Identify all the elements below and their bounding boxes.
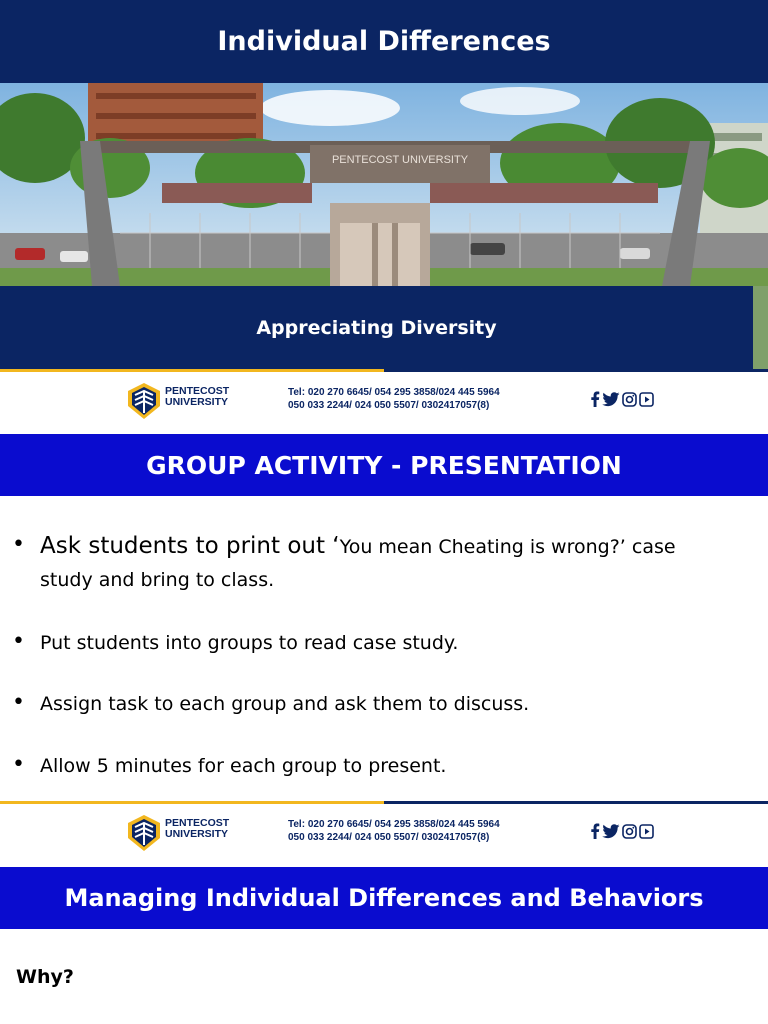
footer-rule-navy	[384, 801, 768, 804]
campus-gate-image	[0, 83, 768, 286]
tel-line-1: Tel: 020 270 6645/ 054 295 3858/024 445 5964	[288, 387, 500, 398]
bullet-dot: •	[12, 532, 25, 557]
tel-line-2: 050 033 2244/ 024 050 5507/ 0302417057(8)	[288, 832, 490, 843]
footer-rule-gold	[0, 801, 384, 804]
footer-rule-gold	[0, 369, 384, 372]
list-item	[12, 688, 732, 721]
bullet-text	[40, 530, 732, 597]
tel-line-2: 050 033 2244/ 024 050 5507/ 0302417057(8)	[288, 400, 490, 411]
brand-line-2: UNIVERSITY	[165, 828, 229, 840]
footer-phone-numbers	[288, 386, 500, 412]
bullet-text: Allow 5 minutes for each group to present.	[40, 755, 447, 777]
footer-phone-numbers	[288, 818, 500, 844]
bullet-dot: •	[12, 690, 25, 715]
bullet-lead-text: Ask students to print out ‘	[40, 533, 340, 559]
footer-rule-navy	[384, 369, 768, 372]
bullet-text: Assign task to each group and ask them to discuss.	[40, 693, 530, 715]
youtube-icon[interactable]	[639, 824, 654, 839]
list-item	[12, 627, 732, 660]
group-activity-heading: GROUP ACTIVITY - PRESENTATION	[0, 434, 768, 496]
brand-line-1: PENTECOST	[165, 817, 230, 829]
gate-sign-text: PENTECOST UNIVERSITY	[331, 154, 469, 166]
twitter-icon[interactable]	[602, 392, 620, 407]
image-edge-strip	[753, 286, 768, 369]
tel-line-1: Tel: 020 270 6645/ 054 295 3858/024 445 5964	[288, 819, 500, 830]
social-icons	[590, 391, 654, 407]
instagram-icon[interactable]	[622, 392, 637, 407]
contact-footer-1	[0, 369, 768, 431]
list-item	[12, 530, 732, 597]
managing-differences-heading: Managing Individual Differences and Behaviors	[0, 867, 768, 929]
bullet-case-study-text: You mean Cheating is wrong?’ case study and bring to class.	[40, 536, 676, 591]
pentecost-logo-icon	[126, 814, 162, 852]
twitter-icon[interactable]	[602, 824, 620, 839]
facebook-icon[interactable]	[590, 391, 600, 407]
social-icons	[590, 823, 654, 839]
bullet-dot: •	[12, 629, 25, 654]
facebook-icon[interactable]	[590, 823, 600, 839]
brand-line-1: PENTECOST	[165, 385, 230, 397]
bullet-dot: •	[12, 752, 25, 777]
brand-line-2: UNIVERSITY	[165, 396, 229, 408]
instagram-icon[interactable]	[622, 824, 637, 839]
why-label: Why?	[16, 966, 74, 988]
slide-title: Individual Differences	[0, 0, 768, 83]
bullet-text: Put students into groups to read case study.	[40, 632, 459, 654]
footer-brand	[165, 818, 229, 840]
youtube-icon[interactable]	[639, 392, 654, 407]
pentecost-logo-icon	[126, 382, 162, 420]
contact-footer-2	[0, 801, 768, 863]
footer-brand	[165, 386, 229, 408]
list-item	[12, 750, 732, 783]
slide-subtitle: Appreciating Diversity	[0, 286, 753, 369]
